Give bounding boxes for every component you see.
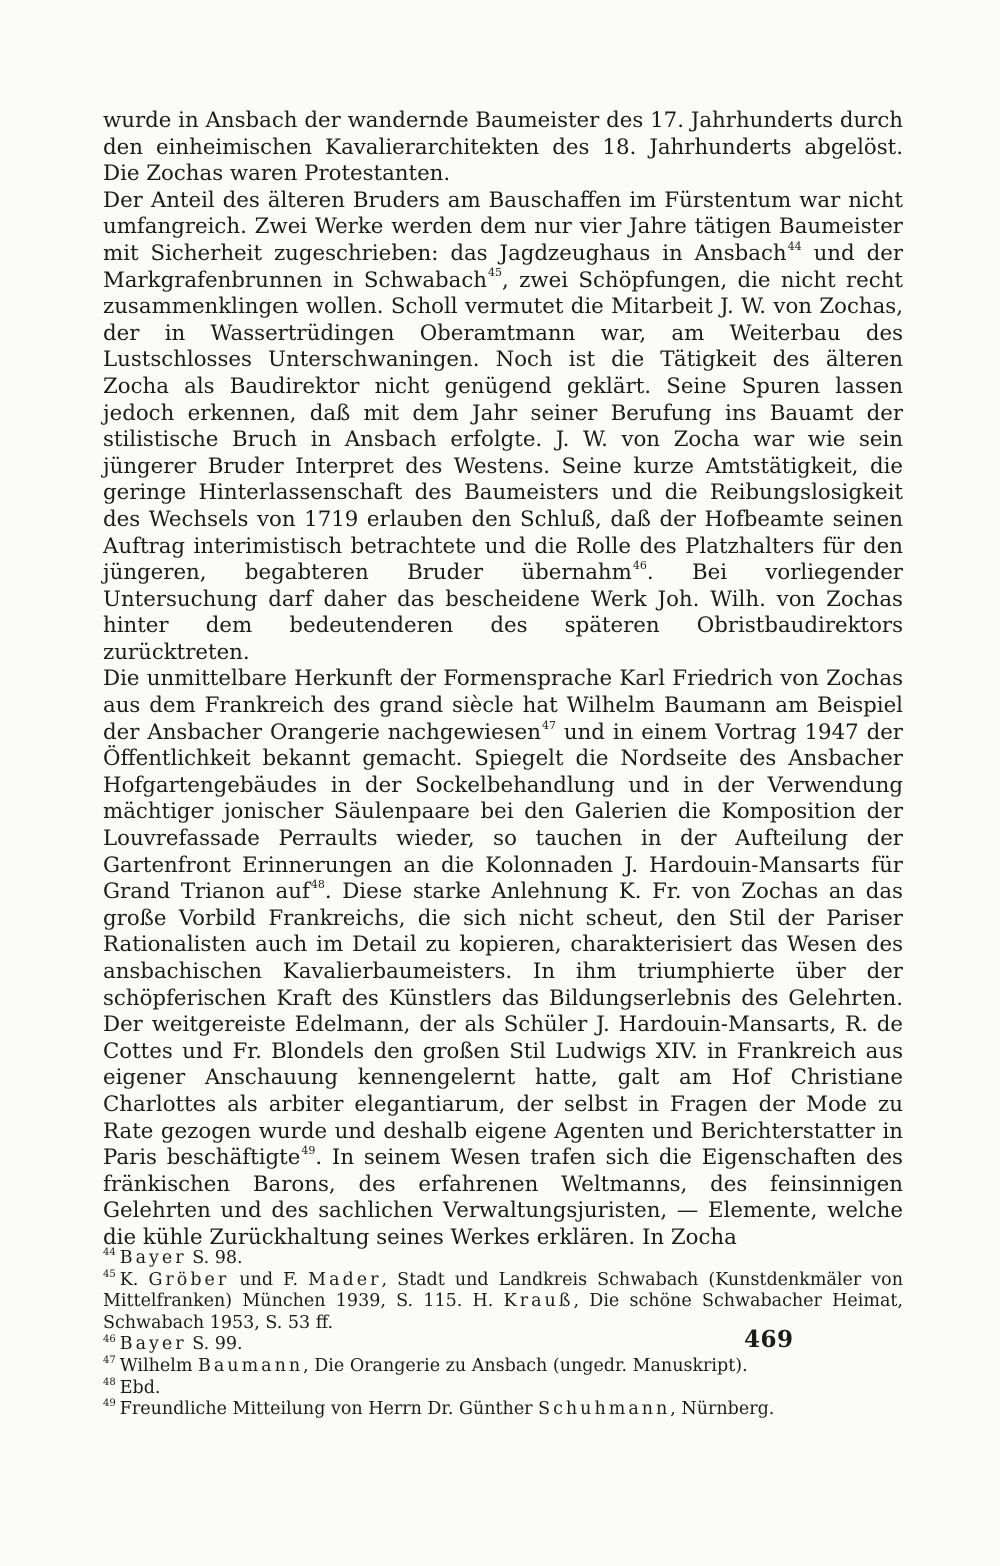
- text-run: und in einem Vortrag 1947 der Öffentlichkeit bekannt gemacht. Spiegelt die Nordseite des Ansbacher Hofgartengebäudes in der Sockelbehandlung und in der Verwendung mächtiger jonischer Säulenpaare bei den Galerien die Komposition der Louvrefassade Perraults wieder, so tauchen in der Aufteilung der Gartenfront Erinnerungen an die Kolonnaden J. Hardouin-Mansarts für Grand Trianon auf: [103, 719, 903, 905]
- text-run: wurde in Ansbach der wandernde Baumeister des 17. Jahrhunderts durch den einheimischen Kavalierarchitekten des 18. Jahrhunderts abgelöst. Die Zochas waren Protestanten.: [103, 108, 903, 187]
- footnote-text: , Nürnberg.: [670, 1399, 775, 1420]
- footnote-text: Wilhelm: [119, 1355, 198, 1376]
- footnote-number: 49: [103, 1398, 116, 1410]
- author-name: Baumann: [198, 1355, 304, 1376]
- footnote-48: [103, 1378, 903, 1400]
- footnote-text: und F.: [229, 1269, 309, 1290]
- footnote-47: [103, 1356, 903, 1378]
- footnote-text: Ebd.: [119, 1377, 161, 1398]
- text-run: , zwei Schöpfungen, die nicht recht zusammenklingen wollen. Scholl vermutet die Mitarbeit J. W. von Zochas, der in Wassertrüdingen Oberamtmann war, am Weiterbau des Lustschlosses Unterschwaningen. Noch ist die Tätigkeit des älteren Zocha als Baudirektor nicht genügend geklärt. Seine Spuren lassen jedoch erkennen, daß mit dem Jahr seiner Berufung ins Bauamt der stilistische Bruch in Ansbach erfolgte. J. W. von Zocha war wie sein jüngerer Bruder Interpret des Westens. Seine kurze Amtstätigkeit, die geringe Hinterlassenschaft des Baumeisters und die Reibungslosigkeit des Wechsels von 1719 erlauben den Schluß, daß der Hofbeamte seinen Auftrag interimistisch betrachtete und die Rolle des Platzhalters für den jüngeren, begabteren Bruder übernahm: [103, 267, 903, 586]
- text-run: . Diese starke Anlehnung K. Fr. von Zochas an das große Vorbild Frankreichs, die sich nicht scheut, den Stil der Pariser Rationalisten auch im Detail zu kopieren, charakterisiert das Wesen des ansbachischen Kavalierbaumeisters. In ihm triumphierte über der schöpferischen Kraft des Künstlers das Bildungserlebnis des Gelehrten. Der weitgereiste Edelmann, der als Schüler J. Hardouin-Mansarts, R. de Cottes und Fr. Blondels den großen Stil Ludwigs XIV. in Frankreich aus eigener Anschauung kennengelernt hatte, galt am Hof Christiane Charlottes als arbiter elegantiarum, der selbst in Fragen der Mode zu Rate gezogen wurde und deshalb eigene Agenten und Berichterstatter in Paris beschäftigte: [103, 879, 903, 1171]
- paragraph-3: [103, 666, 903, 1251]
- text-run: . In seinem Wesen trafen sich die Eigenschaften des fränkischen Barons, des erfahrenen Weltmanns, des feinsinnigen Gelehrten und des sachlichen Verwaltungsjuristen, — Elemente, welche die kühle Zurückhaltung seines Werkes erklären. In Zocha: [103, 1145, 903, 1250]
- footnote-number: 48: [103, 1376, 116, 1388]
- footnote-text: K.: [119, 1269, 149, 1290]
- author-name: Mader: [308, 1269, 382, 1290]
- footnote-reference: 47: [541, 718, 556, 732]
- footnote-text: S. 99.: [186, 1334, 243, 1355]
- paragraph-2: [103, 188, 903, 667]
- footnote-45: [103, 1270, 903, 1335]
- footnote-44: [103, 1248, 903, 1270]
- footnote-reference: 46: [632, 559, 647, 572]
- footnote-reference: 45: [488, 266, 502, 280]
- paragraph-1: [103, 108, 903, 188]
- footnote-reference: 49: [301, 1144, 316, 1158]
- author-name: Bayer: [119, 1334, 187, 1355]
- footnote-text: Freundliche Mitteilung von Herrn Dr. Günther: [119, 1399, 539, 1420]
- footnote-text: , Die schöne Schwabacher Heimat, Schwabach 1953, S. 53 ff.: [103, 1291, 903, 1333]
- page-number: 469: [744, 1326, 794, 1353]
- footnote-number: 46: [103, 1333, 116, 1345]
- footnote-reference: 48: [310, 878, 325, 892]
- text-run: Die unmittelbare Herkunft der Formensprache Karl Friedrich von Zochas aus dem Frankreich des grand siècle hat Wilhelm Baumann am Beispiel der Ansbacher Orangerie nachgewiesen: [103, 666, 903, 745]
- author-name: Schuhmann: [538, 1399, 671, 1420]
- footnote-text: S. 98.: [186, 1248, 243, 1268]
- footnote-49: [103, 1399, 903, 1421]
- footnote-number: 45: [103, 1268, 116, 1280]
- text-run: . Bei vorliegender Untersuchung darf daher das bescheidene Werk Joh. Wilh. von Zochas hinter dem bedeutenderen des späteren Obristbaudirektors zurücktreten.: [103, 560, 903, 665]
- footnote-reference: 44: [787, 239, 802, 253]
- author-name: Bayer: [119, 1248, 187, 1268]
- author-name: Gröber: [148, 1269, 230, 1290]
- text-run: und der Markgrafenbrunnen in Schwabach: [103, 240, 903, 293]
- footnote-text: , Die Orangerie zu Ansbach (ungedr. Manuskript).: [303, 1355, 748, 1376]
- text-run: Der Anteil des älteren Bruders am Bauschaffen im Fürstentum war nicht umfangreich. Zwei Werke werden dem nur vier Jahre tätigen Baumeister mit Sicherheit zugeschrieben: das Jagdzeughaus in Ansbach: [103, 187, 903, 266]
- body-text: [103, 108, 903, 1252]
- footnote-number: 44: [103, 1247, 116, 1259]
- footnote-number: 47: [103, 1355, 116, 1367]
- author-name: Krauß: [503, 1291, 574, 1312]
- footnote-text: , Stadt und Landkreis Schwabach (Kunstdenkmäler von Mittelfranken) München 1939, S. 115. H.: [103, 1269, 903, 1312]
